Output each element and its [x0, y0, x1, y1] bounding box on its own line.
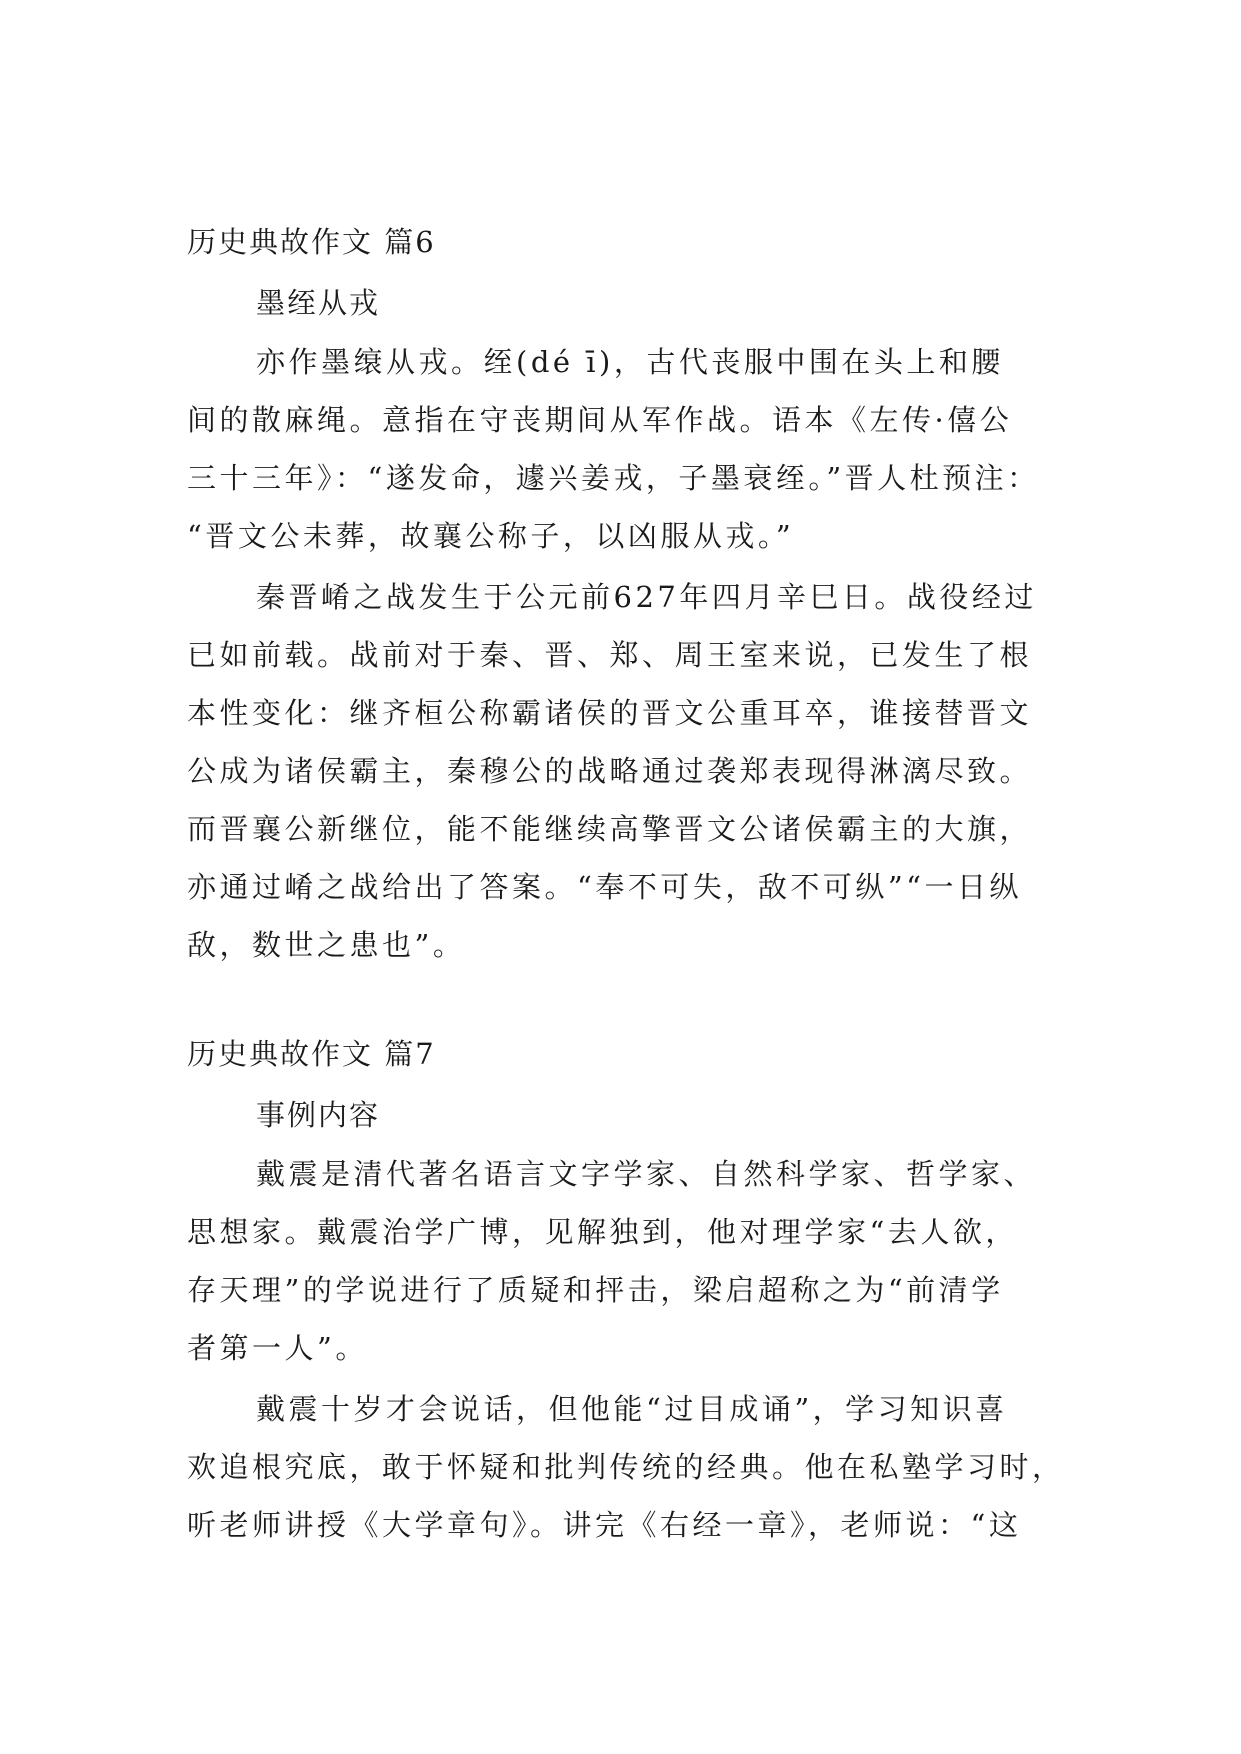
paragraph-line: “晋文公未葬，故襄公称子，以凶服从戎。” [187, 519, 795, 553]
paragraph-line: 思想家。戴震治学广博，见解独到，他对理学家“去人欲， [187, 1215, 1018, 1249]
paragraph-line: 秦晋崤之战发生于公元前627年四月辛巳日。战役经过 [256, 580, 1037, 614]
paragraph-line: 亦作墨缞从戎。绖(dé ī)，古代丧服中围在头上和腰 [256, 345, 1004, 379]
paragraph-line: 听老师讲授《大学章句》。讲完《右经一章》，老师说：“这 [187, 1508, 1022, 1542]
section-heading: 历史典故作文 篇7 [187, 1037, 436, 1071]
paragraph-line: 存天理”的学说进行了质疑和抨击，梁启超称之为“前清学 [187, 1273, 1004, 1307]
paragraph-line: 而晋襄公新继位，能不能继续高擎晋文公诸侯霸主的大旗， [187, 812, 1033, 846]
paragraph-line: 已如前载。战前对于秦、晋、郑、周王室来说，已发生了根 [187, 638, 1033, 672]
paragraph-line: 者第一人”。 [187, 1331, 368, 1365]
paragraph-line: 间的散麻绳。意指在守丧期间从军作战。语本《左传·僖公 [187, 403, 1013, 437]
paragraph-line: 亦通过崤之战给出了答案。“奉不可失，敌不可纵”“一日纵 [187, 870, 1022, 904]
paragraph-line: 本性变化：继齐桓公称霸诸侯的晋文公重耳卒，谁接替晋文 [187, 696, 1033, 730]
paragraph-line: 三十三年》：“遂发命，遽兴姜戎，子墨衰绖。”晋人杜预注： [187, 461, 1040, 495]
section-heading: 历史典故作文 篇6 [187, 225, 436, 259]
paragraph-line: 公成为诸侯霸主，秦穆公的战略通过袭郑表现得淋漓尽致。 [187, 754, 1033, 788]
paragraph-line: 敌，数世之患也”。 [187, 928, 466, 962]
section-subtitle: 墨绖从戎 [256, 286, 381, 320]
paragraph-line: 欢追根究底，敢于怀疑和批判传统的经典。他在私塾学习时， [187, 1450, 1065, 1484]
paragraph-line: 戴震十岁才会说话，但他能“过目成诵”，学习知识喜 [256, 1392, 1008, 1426]
section-subtitle: 事例内容 [256, 1098, 381, 1132]
paragraph-line: 戴震是清代著名语言文字学家、自然科学家、哲学家、 [256, 1157, 1037, 1191]
